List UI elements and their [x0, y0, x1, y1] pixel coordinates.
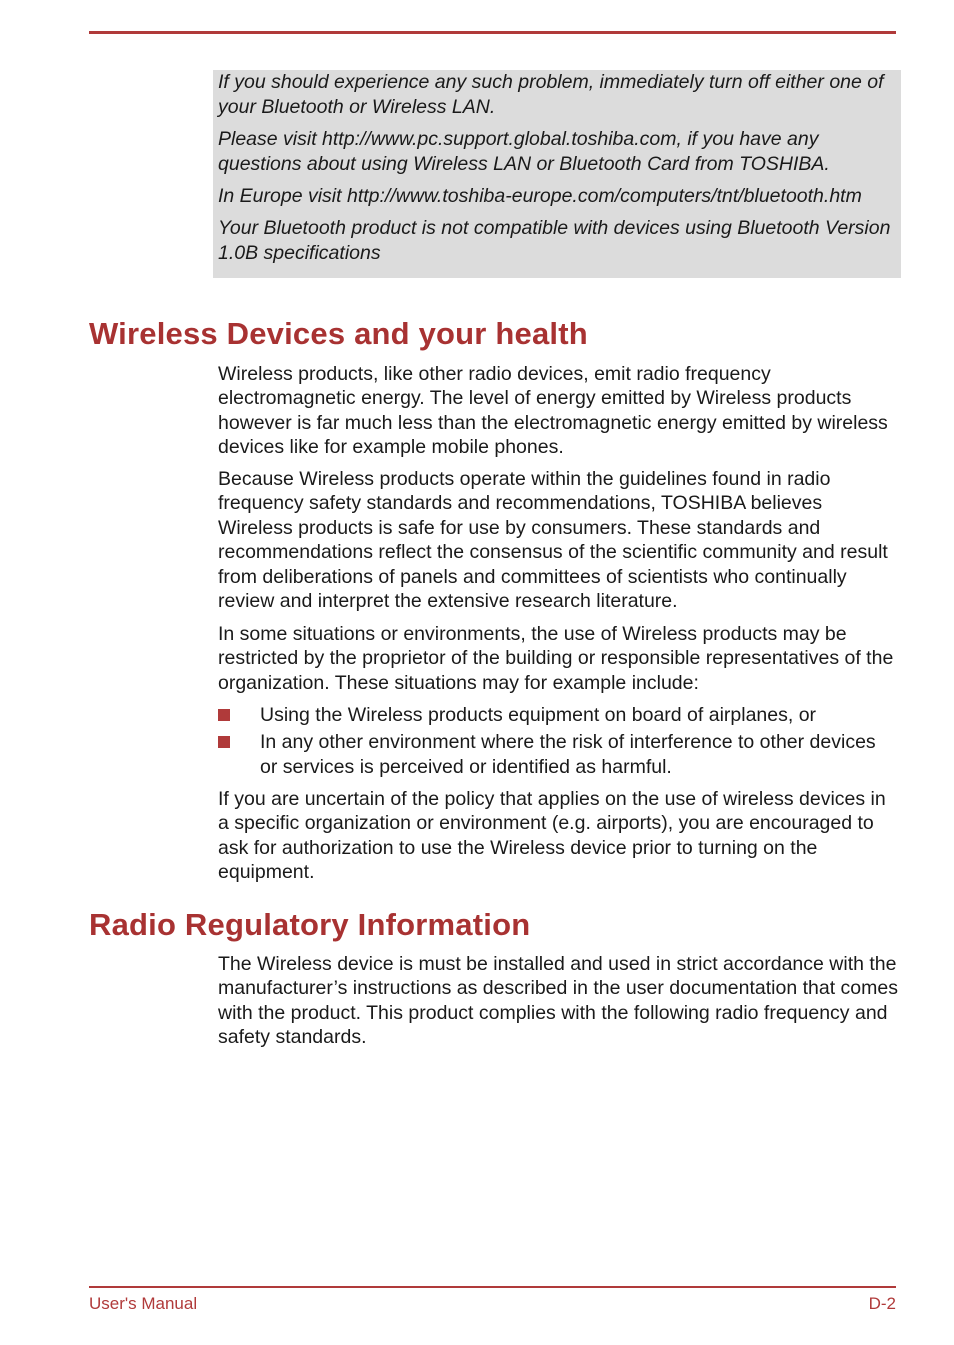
section-heading-health: Wireless Devices and your health — [89, 316, 588, 351]
footer-page-number: D-2 — [868, 1294, 896, 1313]
section-heading-radio: Radio Regulatory Information — [89, 907, 531, 942]
list-item-text: Using the Wireless products equipment on board of airplanes, or — [260, 704, 817, 726]
health-paragraph-2: Because Wireless products operate within the guidelines found in radio frequency safety standards and recommendations, TOSHIBA believes Wireless products is safe for use by consumers. These standards and recommendations reflect the consensus of the scientific community and result from deliberations of panels and committees of scientists who continually review and interpret the extensive research literature. — [218, 468, 888, 613]
list-item — [218, 703, 898, 727]
list-item-text: In any other environment where the risk of interference to other devices or services is perceived or identified as harmful. — [260, 731, 876, 778]
note-line-compatibility: Your Bluetooth product is not compatible with devices using Bluetooth Version 1.0B specifications — [218, 217, 891, 264]
footer-rule — [89, 1286, 896, 1288]
list-item — [218, 730, 898, 779]
note-box — [213, 70, 901, 278]
square-bullet-icon — [218, 709, 230, 721]
health-paragraph-3: In some situations or environments, the use of Wireless products may be restricted by the proprietor of the building or responsible representatives of the organization. These situations may for example include: — [218, 623, 894, 694]
note-line-problem: If you should experience any such problem, immediately turn off either one of your Bluetooth or Wireless LAN. — [218, 71, 884, 118]
note-line-europe-link: In Europe visit http://www.toshiba-europe.com/computers/tnt/bluetooth.htm — [218, 185, 862, 207]
health-paragraph-1: Wireless products, like other radio devices, emit radio frequency electromagnetic energy. The level of energy emitted by Wireless products however is far much less than the electromagnetic energy emitted by wireless devices like for example mobile phones. — [218, 363, 888, 459]
restriction-list — [218, 703, 898, 782]
radio-paragraph: The Wireless device is must be installed and used in strict accordance with the manufacturer’s instructions as described in the user documentation that comes with the product. This product complies with the following radio frequency and safety standards. — [218, 953, 898, 1049]
square-bullet-icon — [218, 736, 230, 748]
header-rule — [89, 31, 896, 34]
health-closing-paragraph: If you are uncertain of the policy that applies on the use of wireless devices in a specific organization or environment (e.g. airports), you are encouraged to ask for authorization to use the Wireless device prior to turning on the equipment. — [218, 788, 886, 884]
note-line-support-link: Please visit http://www.pc.support.global.toshiba.com, if you have any questions about using Wireless LAN or Bluetooth Card from TOSHIBA. — [218, 128, 830, 175]
footer-manual-title: User's Manual — [89, 1294, 198, 1313]
